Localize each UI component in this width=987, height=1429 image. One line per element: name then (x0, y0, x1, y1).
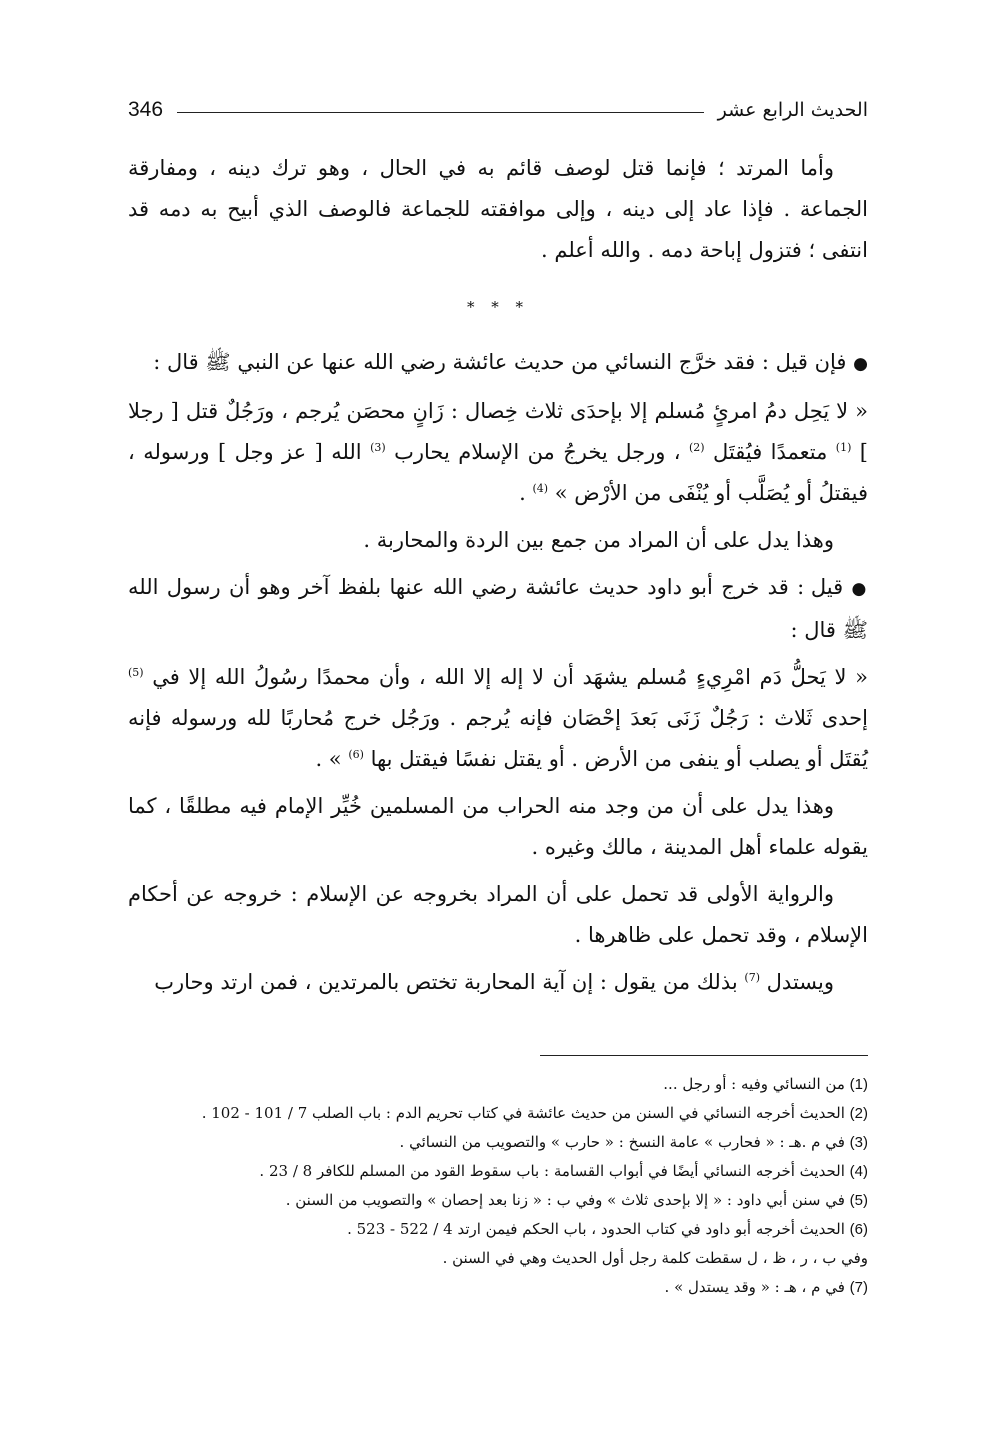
hadith-quote (128, 391, 868, 514)
footnote-text: من النسائي وفيه : أو رجل ... (663, 1075, 845, 1093)
footnote (128, 1215, 868, 1244)
quote-text: متعمدًا فيُقتَل (704, 440, 836, 464)
paragraph (128, 567, 868, 651)
footnote-number: (1) (849, 1076, 868, 1093)
paragraph: وأما المرتد ؛ فإنما قتل لوصف قائم به في الحال ، وهو ترك دينه ، ومفارقة الجماعة . فإذا عاد إلى دينه ، وإلى موافقته للجماعة فالوصف الذي أبيح به دمه قد انتفى ؛ فتزول إباحة دمه . والله أعلم . (128, 156, 868, 262)
footnote (128, 1070, 868, 1099)
footnote-ref[interactable]: (7) (744, 971, 760, 984)
footnote-ref[interactable]: (6) (348, 748, 364, 761)
paragraph: وهذا يدل على أن من وجد منه الحراب من المسلمين خُيِّر الإمام فيه مطلقًا ، كما يقوله علماء أهل المدينة ، مالك وغيره . (128, 794, 868, 859)
footnote (128, 1128, 868, 1157)
footnote-text: في م ، هـ : « وقد يستدل » . (664, 1278, 845, 1296)
footnote (128, 1099, 868, 1128)
header-rule (177, 112, 704, 113)
footnote (128, 1273, 868, 1302)
footnote-number: (7) (849, 1279, 868, 1296)
paragraph-text: ويستدل (759, 970, 834, 994)
footnote (128, 1186, 868, 1215)
footnote (128, 1157, 868, 1186)
paragraph-text: فإن قيل : فقد خرَّج النسائي من حديث عائشة رضي الله عنها عن النبي ﷺ قال : (153, 350, 847, 374)
footnote-text: وفي ب ، ر ، ظ ، ل سقطت كلمة رجل أول الحديث وهي في السنن . (442, 1249, 868, 1267)
bullet-icon: ● (853, 354, 868, 374)
footnote-ref[interactable]: (2) (688, 441, 705, 454)
paragraph-text: بذلك من يقول : إن آية المحاربة تختص بالمرتدين ، فمن ارتد وحارب (154, 970, 745, 994)
footnote-number: (2) (849, 1105, 868, 1122)
footnote (128, 1244, 868, 1273)
quote-text: ، ورجل يخرجُ من الإسلام يحارب (385, 440, 689, 464)
quote-text: » . (315, 747, 349, 771)
paragraph: والرواية الأولى قد تحمل على أن المراد بخروجه عن الإسلام : خروجه عن أحكام الإسلام ، وقد تحمل على ظاهرها . (128, 882, 868, 947)
page-number: 346 (128, 98, 164, 121)
footnote-rule (540, 1055, 868, 1056)
quote-text: إحدى ثَلاث : رَجُلٌ زَنَى بَعدَ إحْصَان فإنه يُرجم . ورَجُل خرج مُحاربًا لله ورسوله فإنه يُقتَل أو يصلب أو ينفى من الأرض . أو يقتل نفسًا فيقتل بها (128, 706, 868, 771)
footnote-number: (3) (849, 1134, 868, 1151)
paragraph: وهذا يدل على أن المراد من جمع بين الردة والمحاربة . (363, 528, 834, 552)
footnote-text: الحديث أخرجه النسائي أيضًا في أبواب القسامة : باب سقوط القود من المسلم للكافر 8 / 23 . (259, 1162, 845, 1180)
quote-text: الله [ عز وجل ] ورسوله ، فيقتلُ أو يُصَلَّب أو يُنْفَى من الأرْض » (128, 440, 868, 505)
footnote-text: الحديث أخرجه أبو داود في كتاب الحدود ، باب الحكم فيمن ارتد 4 / 522 - 523 . (347, 1220, 845, 1238)
footnotes (128, 1070, 868, 1302)
main-text (128, 148, 868, 1009)
quote-text: « لا يَحِل دمُ امرئٍ مُسلم إلا بإحدَى ثلاث خِصال : زَانٍ محصَن يُرجم ، ورَجُلٌ قتل [ رجلا ] (128, 399, 869, 464)
bullet-icon: ● (851, 579, 868, 599)
footnote-number: (5) (849, 1192, 868, 1209)
paragraph (128, 962, 868, 1003)
footnote-ref[interactable]: (3) (370, 441, 386, 454)
footnote-ref[interactable]: (4) (532, 482, 549, 495)
footnote-number: (4) (849, 1163, 868, 1180)
footnote-text: الحديث أخرجه النسائي في السنن من حديث عائشة في كتاب تحريم الدم : باب الصلب 7 / 101 - 102 . (201, 1104, 845, 1122)
footnote-ref[interactable]: (5) (128, 666, 144, 679)
hadith-quote (128, 657, 868, 780)
running-title: الحديث الرابع عشر (717, 99, 868, 121)
footnote-ref[interactable]: (1) (835, 441, 852, 454)
footnote-number: (6) (849, 1221, 868, 1238)
paragraph-text: قيل : قد خرج أبو داود حديث عائشة رضي الله عنها بلفظ آخر وهو أن رسول الله ﷺ قال : (128, 575, 868, 642)
footnote-text: في م .هـ : « فحارب » عامة النسخ : « حارب » والتصويب من النسائي . (399, 1133, 845, 1151)
page-header (128, 92, 868, 128)
footnote-text: في سنن أبي داود : « إلا بإحدى ثلاث » وفي ب : « زنا بعد إحصان » والتصويب من السنن . (285, 1191, 845, 1209)
quote-text: « لا يَحلُّ دَم امْرِيءٍ مُسلم يشهَد أن لا إله إلا الله ، وأن محمدًا رسُولُ الله إلا في (143, 665, 868, 689)
quote-text: . (519, 481, 533, 505)
section-separator: * * * (466, 298, 530, 316)
paragraph (128, 342, 868, 385)
